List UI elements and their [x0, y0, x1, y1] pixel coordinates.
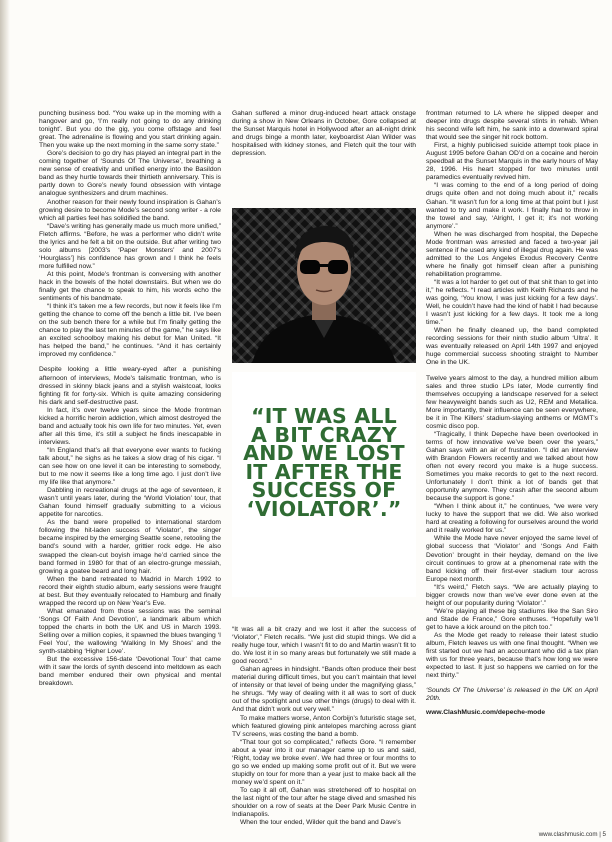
article-paragraph: “I think it’s taken me a few records, but now it feels like I’m getting the chance to come off the bench a little bit. I’ve been on the sub bench there for a while but I’m finally getting the chance to play the last ten minutes of the game,” he says like an excited schoolboy making his debut for Man United. “It has helped the band,” he continues. “And it has certainly improved my confidence.” [39, 303, 221, 359]
article-paragraph: “It’s weird,” Fletch says. “We are actually playing to bigger crowds now than we’ve ever done even at the height of our popularity during ‘Violator’.” [426, 583, 598, 607]
article-paragraph: When the band retreated to Madrid in March 1992 to record their eighth studio album, early sessions were fraught at best. But they eventually relocated to Hamburg and finally wrapped the record up on New Year’s Eve. [39, 575, 221, 607]
portrait-illustration [232, 208, 416, 363]
article-paragraph: Gore’s decision to go dry has played an integral part in the coming together of ‘Sounds Of The Universe’, breathing a new sense of creativity and unified energy into the Basildon band as they hurtle towards their thirtieth anniversary. This is partly down to Gore’s newly found obsession with vintage analogue synthesizers and drum machines. [39, 150, 221, 198]
pull-quote-box [232, 372, 416, 597]
article-paragraph: In fact, it’s over twelve years since the Mode frontman kicked a horrific heroin addiction, which almost destroyed the band and actually took his own life for two minutes. Yet, even after all this time, it’s still a subject he finds inescapable in interviews. [39, 406, 221, 446]
page-folio: www.clashmusic.com | 5 [538, 831, 606, 838]
portrait-photo [232, 208, 416, 363]
article-paragraph: While the Mode have never enjoyed the same level of global success that ‘Violator’ and ‘Songs And Faith Devotion’ brought in their heyday, demand on the live circuit continues to grow at a phenomenal rate with the band kicking off their first-ever stadium tour across Europe next month. [426, 535, 598, 583]
website-link[interactable]: www.ClashMusic.com/depeche-mode [426, 709, 546, 717]
article-paragraph: But the excessive 156-date ‘Devotional Tour’ that came with it saw the lords of synth descend into meltdown as each band member endured their own physical and mental breakdown. [39, 656, 221, 688]
article-paragraph: At this point, Mode’s frontman is conversing with another hack in the bowels of the hotel downstairs. But when we do finally get the chance to speak to him, his words echo the sentiments of his bandmate. [39, 270, 221, 303]
article-paragraph: When he finally cleaned up, the band completed recording sessions for their ninth studio album ‘Ultra’. It was eventually released on April 14th 1997 and enjoyed huge commercial success shooting straight to Number One in the UK. [426, 327, 598, 367]
article-paragraph: “In England that’s all that everyone ever wants to fucking talk about,” he sighs as he takes a slow drag of his cigar. “I can see how on one level it can be interesting to somebody, but to me now it seems like a long time ago. I just don’t live my life like that anymore.” [39, 446, 221, 487]
article-paragraph: “That tour got so complicated,” reflects Gore. “I remember about a year into it our manager came up to us and said, ‘Right, today we broke even’. We had three or four months to go so we ended up making some profit out of it. But we were stupidly on tour for more than a year just to make back all the money we’d spent on it.” [232, 738, 416, 786]
article-paragraph: Gahan agrees in hindsight. “Bands often produce their best material during difficult times, but you can’t maintain that level of intensity or that level of being under the magnifying glass,” he shrugs. “My way of dealing with it all was to sort of duck out of the spotlight and use other things (drugs) to deal with it. And that didn’t work out very well.” [232, 666, 416, 714]
pull-quote: “IT WAS ALL A BIT CRAZY AND WE LOST IT AFTER THE SUCCESS OF ‘VIOLATOR’.” [243, 404, 405, 521]
article-paragraph: punching business bod. “You wake up in the morning with a hangover and go, ‘I’m really not going to do any drinking tonight’. But you do the gig, you come offstage and feel great. The adrenaline is flowing and you start drinking again. Then you wake up the next morning in the same sorry state.” [39, 110, 221, 150]
article-paragraph: As the Mode get ready to release their latest studio album, Fletch leaves us with one final thought. “When we first started out we had an accountant who did a tax plan with us for three years, because that’s how long we were expected to last. It just so happens we carried on for the next thirty.” [426, 632, 598, 680]
article-paragraph: “It was all a bit crazy and we lost it after the success of ‘Violator’,” Fletch recalls. “We just did stupid things. We did a really huge tour, which I wasn’t fit to do and Martin wasn’t fit to do. We lost it in so many areas but fortunately we still made a good record.” [232, 626, 416, 666]
article-paragraph: “We’re playing all these big stadiums like the San Siro and Stade de France,” Gore enthuses. “Hopefully we’ll get to have a kick around on the pitch too.” [426, 607, 598, 631]
article-paragraph: “It was a lot harder to get out of that shit than to get into it,” he reflects. “I read articles with Keith Richards and he was going, ‘You know, I was just kicking for a few days’. Well, he couldn’t have had the kind of habit I had because I wasn’t just kicking for a few days. It took me a long time.” [426, 278, 598, 327]
article-paragraph: When he was discharged from hospital, the Depeche Mode frontman was arrested and faced a two-year jail sentence if he used any kind of illegal drug again. He was admitted to the Los Angeles Exodus Recovery Centre where he finally got himself clean after a punishing rehabilitation programme. [426, 230, 598, 278]
article-column-2-top [232, 110, 416, 158]
article-paragraph: As the band were propelled to international stardom following the hit-laden success of ‘Violator’, the singer became inspired by the emerging Seattle scene, retooling the band’s sound with a harder, grittier rock edge. He also swapped the clean-cut boyish image he’d carried since the band formed in 1980 for that of an electro-grunge messiah, growing a goatee beard and long hair. [39, 519, 221, 575]
article-paragraph: Dabbling in recreational drugs at the age of seventeen, it wasn’t until years later, during the ‘World Violation’ tour, that Gahan found himself gradually submitting to a vicious appetite for narcotics. [39, 487, 221, 519]
page-binding-shadow [0, 0, 10, 842]
article-paragraph: To cap it all off, Gahan was stretchered off to hospital on the last night of the tour after he stage dived and smashed his shoulder on a row of seats at the Deer Park Music Centre in Indianapolis. [232, 786, 416, 819]
release-caption: ‘Sounds Of The Universe’ is released in the UK on April 20th. [426, 687, 598, 703]
article-paragraph: Twelve years almost to the day, a hundred million album sales and three studio LPs later, Mode currently find themselves occupying a landscape reserved for a select few heavyweight bands such as U2, REM and Metallica. More importantly, their influence can be seen everywhere, be it in The Killers’ stadium-slaying anthems or MGMT’s cosmic disco pop. [426, 374, 598, 430]
article-paragraph: Despite looking a little weary-eyed after a punishing afternoon of interviews, Mode’s talismatic frontman, who is dressed in skinny black jeans and a stylish waistcoat, looks fighting fit for forty-six. Which is quite amazing considering his dark and self-destructive past. [39, 366, 221, 406]
article-paragraph: To make matters worse, Anton Corbijn’s futuristic stage set, which featured glowing pink antelopes marching across giant TV screens, was costing the band a bomb. [232, 714, 416, 738]
article-column-1 [39, 110, 221, 688]
article-paragraph: “I was coming to the end of a long period of doing drugs quite often and not doing much about it,” recalls Gahan. “It wasn’t fun for a long time at that point but I just wanted to try and make it work. I finally had to throw in the towel and say, ‘Alright, I get it; it’s not working anymore’.” [426, 182, 598, 230]
article-paragraph: First, a highly publicised suicide attempt took place in August 1995 before Gahan OD’d on a cocaine and heroin speedball at the Sunset Marquis in the early hours of May 28, 1996. His heart stopped for two minutes until paramedics eventually revived him. [426, 142, 598, 182]
article-paragraph: When the tour ended, Wilder quit the band and Dave’s [240, 819, 401, 827]
article-paragraph: “When I think about it,” he continues, “we were very lucky to have the support that we did. We also worked hard at creating a following for ourselves around the world and it really worked for us.” [426, 503, 598, 535]
article-paragraph: “Tragically, I think Depeche have been overlooked in terms of how innovative we’ve been over the years,” Gahan says with an air of frustration. “I did an interview with Brandon Flowers recently and we talked about how often not every record you make is a huge success. Sometimes you make records to get to the next record. Unfortunately I don’t think a lot of bands get that opportunity anymore. They crash after the second album because the support is gone.” [426, 430, 598, 503]
article-paragraph: Another reason for their newly found inspiration is Gahan’s growing desire to become Mode’s second song writer - a role which all parties feel has solidified the band. [39, 198, 221, 222]
article-paragraph: Gahan suffered a minor drug-induced heart attack onstage during a show in New Orleans in October, Gore collapsed at the Sunset Marquis hotel in Hollywood after an all-night drink and drugs binge a month later, keyboardist Alan Wilder was hospitalised with kidney stones, and Fletch quit the tour with depression. [232, 110, 416, 158]
article-paragraph: frontman returned to LA where he slipped deeper and deeper into drugs despite several stints in rehab. When his second wife left him, he sank into a downward spiral that would see the singer hit rock bottom. [426, 110, 598, 142]
article-column-3 [426, 110, 598, 717]
article-paragraph: “Dave’s writing has generally made us much more unified,” Fletch affirms. “Before, he was a performer who didn’t write the lyrics and he felt a bit on the outside. But after writing two solo albums [2003’s ‘Paper Monsters’ and 2007’s ‘Hourglass’] his confidence has grown and I think he feels more fulfilled now.” [39, 222, 221, 270]
article-paragraph: What emanated from those sessions was the seminal ‘Songs Of Faith And Devotion’, a landmark album which topped the charts in both the UK and US in March 1993. Selling over a million copies, it spawned the blues twanging ‘I Feel You’, the wallowing ‘Walking In My Shoes’ and the synth-stabbing ‘Higher Love’. [39, 607, 221, 656]
article-column-2-bottom [232, 626, 416, 827]
